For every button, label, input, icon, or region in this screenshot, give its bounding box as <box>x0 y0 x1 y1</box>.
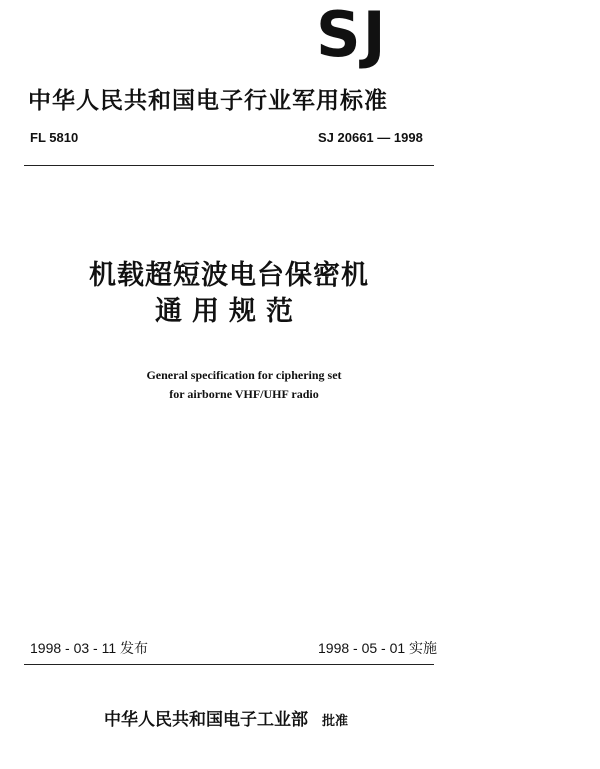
issue-date: 1998 - 03 - 11 发布 <box>30 640 149 656</box>
standard-number: SJ 20661 — 1998 <box>318 130 423 145</box>
issuer-name: 中华人民共和国电子工业部 <box>104 710 308 730</box>
sj-logo: SJ <box>316 0 388 71</box>
english-title-line2: for airborne VHF/UHF radio <box>169 387 319 401</box>
footer-divider <box>24 664 434 665</box>
english-title <box>24 366 464 404</box>
approval-label: 批准 <box>322 714 349 729</box>
standard-title: 中华人民共和国电子行业军用标准 <box>28 88 388 114</box>
issuing-authority <box>104 705 348 730</box>
document-title-line1: 机载超短波电台保密机 <box>89 260 369 291</box>
classification-code: FL 5810 <box>30 130 79 145</box>
document-title-line2: 通用规范 <box>155 296 303 327</box>
effective-date: 1998 - 05 - 01 实施 <box>318 640 438 656</box>
english-title-line1: General specification for ciphering set <box>146 368 342 382</box>
document-title <box>24 258 434 330</box>
header-divider <box>24 165 434 166</box>
